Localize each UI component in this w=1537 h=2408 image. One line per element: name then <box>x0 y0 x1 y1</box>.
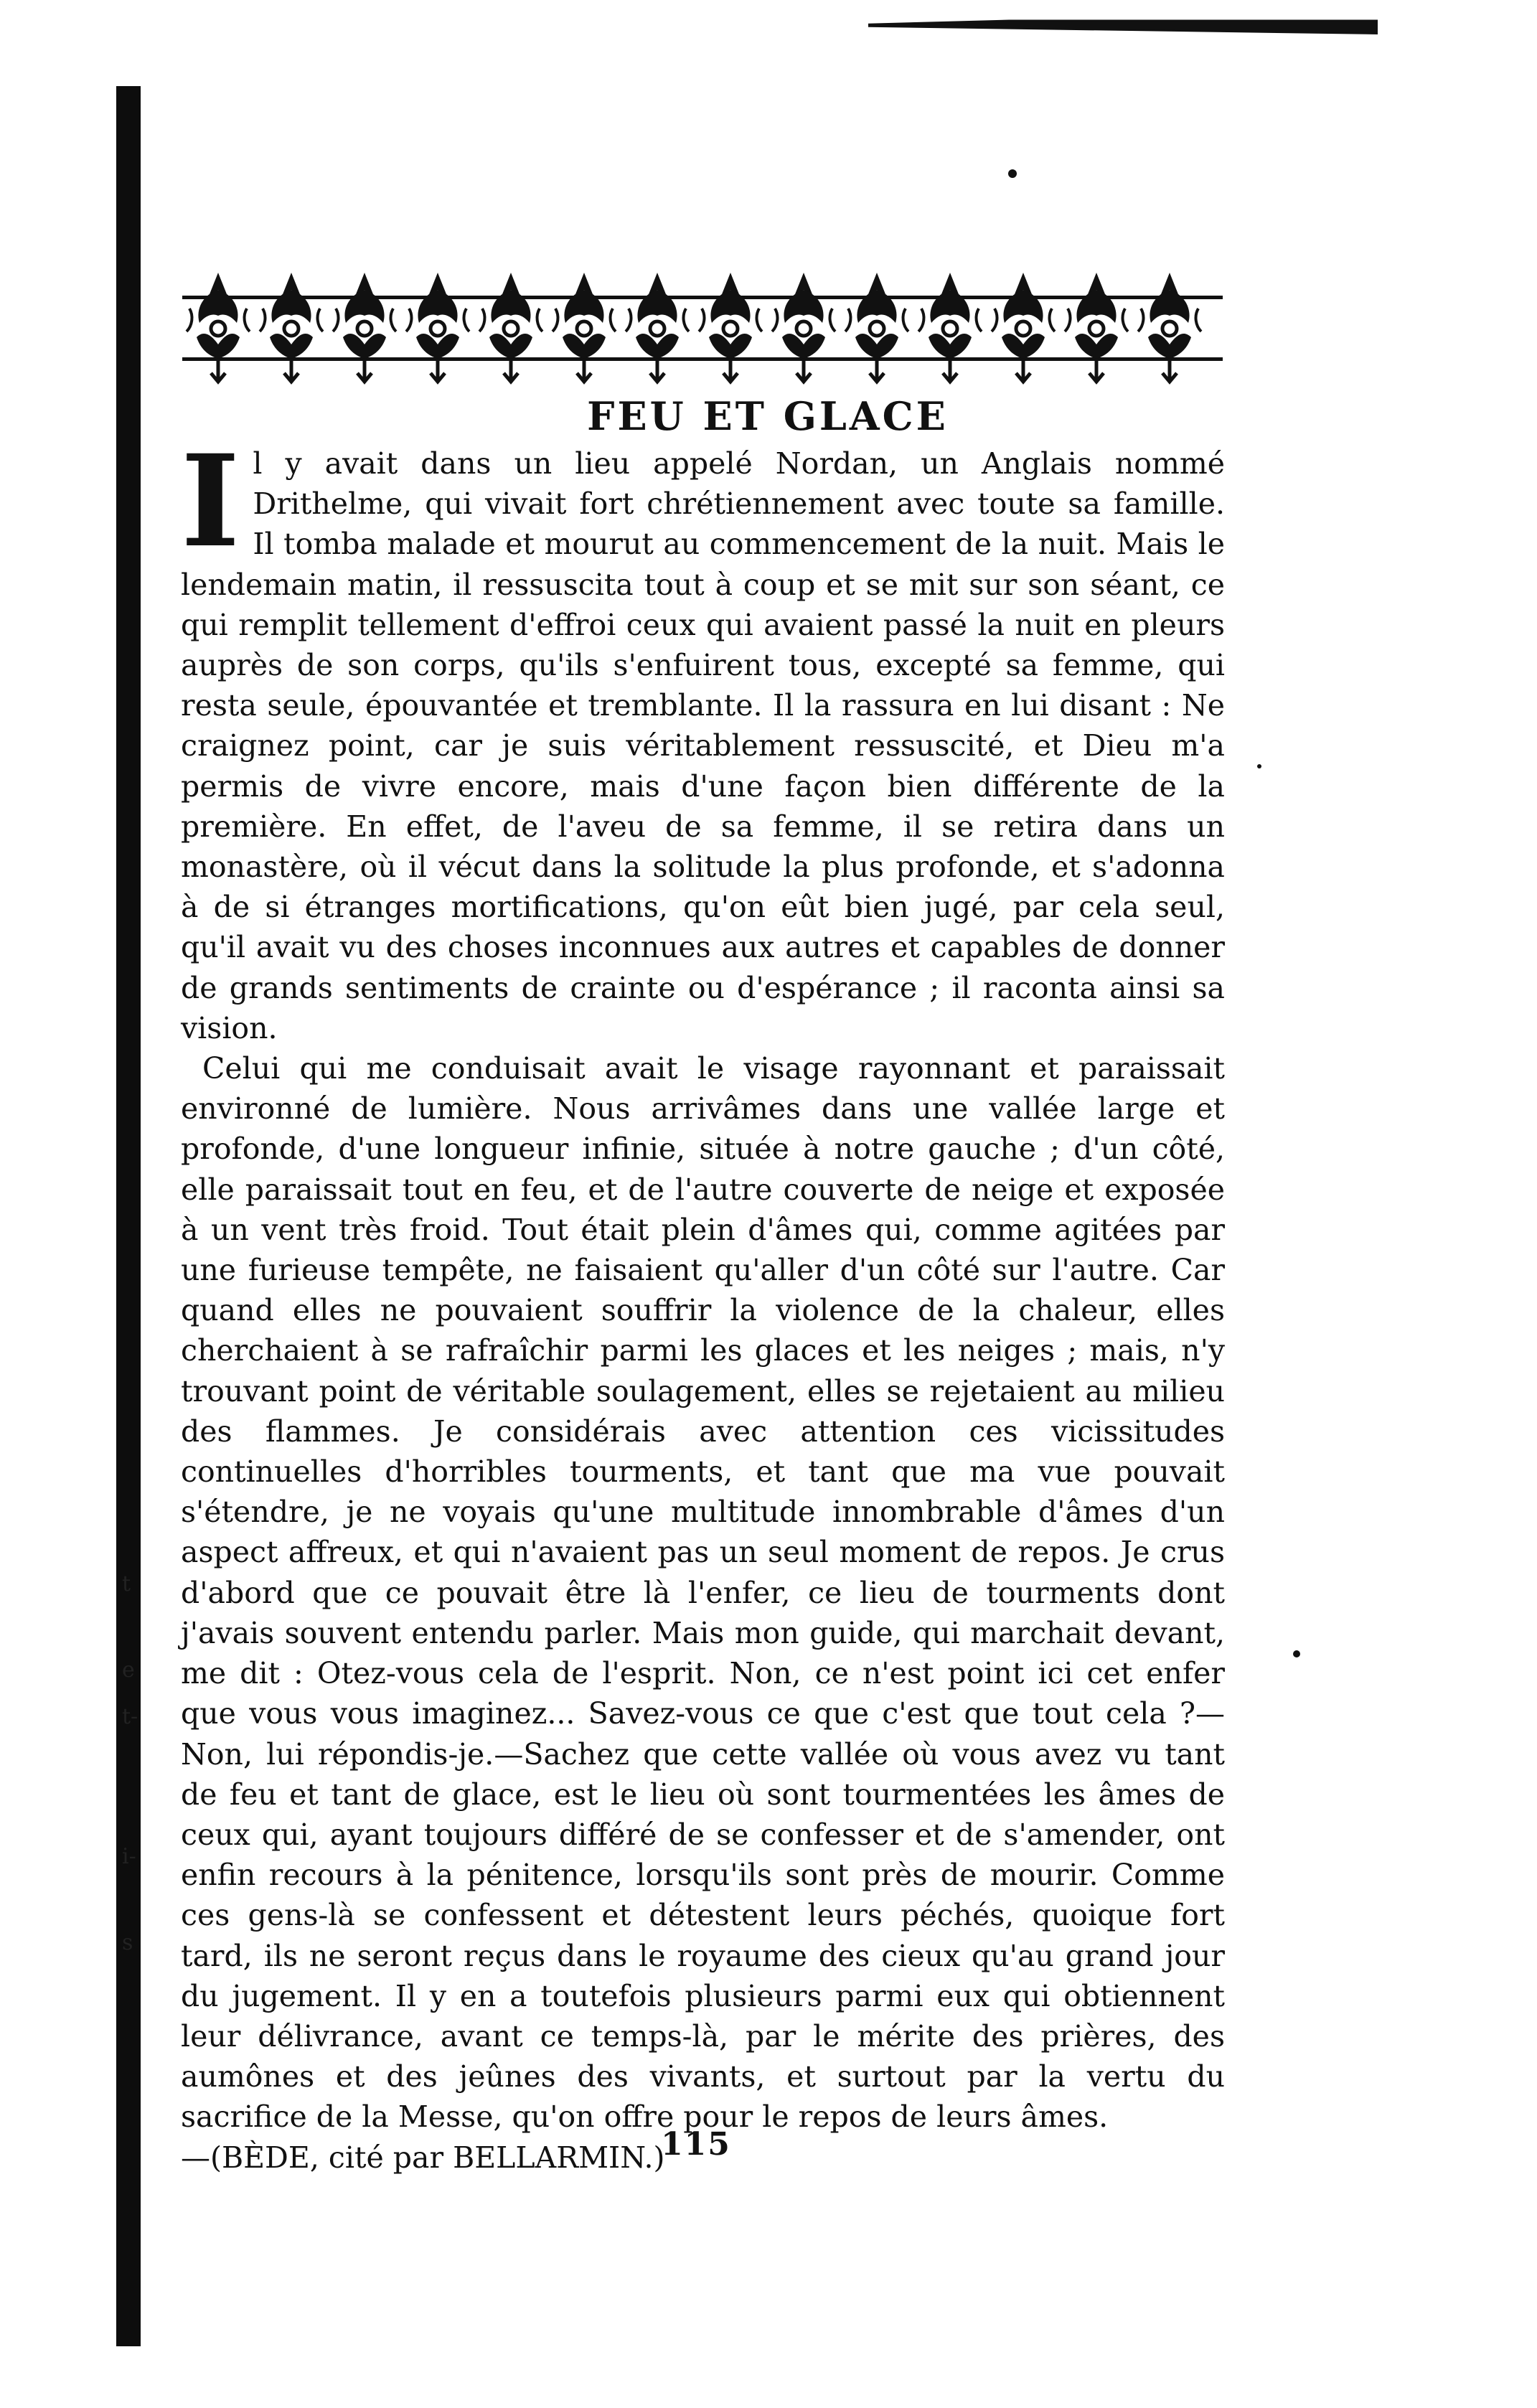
paragraph <box>181 1048 1225 2137</box>
margin-char: t- <box>122 1704 138 1729</box>
page-number: 115 <box>661 2126 731 2163</box>
page-title: FEU ET GLACE <box>587 393 949 439</box>
margin-char: e <box>122 1657 135 1683</box>
paragraph <box>181 427 1225 1048</box>
margin-char: t <box>122 1571 131 1596</box>
margin-char: s <box>122 1930 133 1955</box>
speck <box>1257 764 1261 768</box>
body-text <box>181 427 1225 2178</box>
margin-char: i- <box>122 1844 136 1869</box>
speck <box>1008 169 1017 178</box>
attribution: —(BÈDE, cité par BELLARMIN.) <box>181 2140 665 2175</box>
paragraph-text: Celui qui me conduisait avait le visage rayonnant et paraissait environné de lumière. Nous arrivâmes dans une vallée large et profonde, d'une longueur infinie, située à notre gauche ; d'un côté, elle paraissait tout en feu, et de l'autre couverte de neige et exposée à un vent très froid. Tout était plein d'âmes qui, comme agitées par une furieuse tempête, ne faisaient qu'aller d'un côté sur l'autre. Car quand elles ne pouvaient souffrir la violence de la chaleur, elles cherchaient à se rafraîchir parmi les glaces et les neiges ; mais, n'y trouvant point de véritable soulagement, elles se rejetaient au milieu des flammes. Je considérais avec attention ces vicissitudes continuelles d'horribles tourments, et tant que ma vue pouvait s'étendre, je ne voyais qu'une multitude innombrable d'âmes d'un aspect affreux, et qui n'avaient pas un seul moment de repos. Je crus d'abord que ce pouvait être là l'enfer, ce lieu de tourments dont j'avais souvent entendu parler. Mais mon guide, qui marchait devant, me dit : Otez-vous cela de l'esprit. Non, ce n'est point ici cet enfer que vous vous imaginez... Savez-vous ce que c'est que tout cela ?—Non, lui répondis-je.—Sachez que cette vallée où vous avez vu tant de feu et tant de glace, est le lieu où sont tourmentées les âmes de ceux qui, ayant toujours différé de se confesser et de s'amender, ont enfin recours à la pénitence, lorsqu'ils sont près de mourir. Comme ces gens-là se confessent et détestent leurs péchés, quoique fort tard, ils ne seront reçus dans le royaume des cieux qu'au grand jour du jugement. Il y en a toutefois plusieurs parmi eux qui obtiennent leur délivrance, avant ce temps-là, par le mérite des prières, des aumônes et des jeûnes des vivants, et surtout par la vertu du sacrifice de la Messe, qu'on offre pour le repos de leurs âmes. <box>181 1051 1225 2135</box>
top-rule <box>868 10 1378 34</box>
drop-cap: I <box>181 427 240 575</box>
ornamental-headpiece <box>182 265 1223 387</box>
speck <box>1293 1650 1300 1657</box>
paragraph-text: l y avait dans un lieu appelé Nordan, un Anglais nommé Drithelme, qui vivait fort chrétiennement avec toute sa famille. Il tomba malade et mourut au commencement de la nuit. Mais le lendemain matin, il ressuscita tout à coup et se mit sur son séant, ce qui remplit tellement d'effroi ceux qui avaient passé la nuit en pleurs auprès de son corps, qu'ils s'enfuirent tous, excepté sa femme, qui resta seule, épouvantée et tremblante. Il la rassura en lui disant : Ne craignez point, car je suis véritablement ressuscité, et Dieu m'a permis de vivre encore, mais d'une façon bien différente de la première. En effet, de l'aveu de sa femme, il se retira dans un monastère, où il vécut dans la solitude la plus profonde, et s'adonna à de si étranges mortifications, qu'on eût bien jugé, par cela seul, qu'il avait vu des choses inconnues aux autres et capables de donner de grands sentiments de crainte ou d'espérance ; il raconta ainsi sa vision. <box>181 446 1225 1045</box>
binding-edge <box>116 86 141 2346</box>
